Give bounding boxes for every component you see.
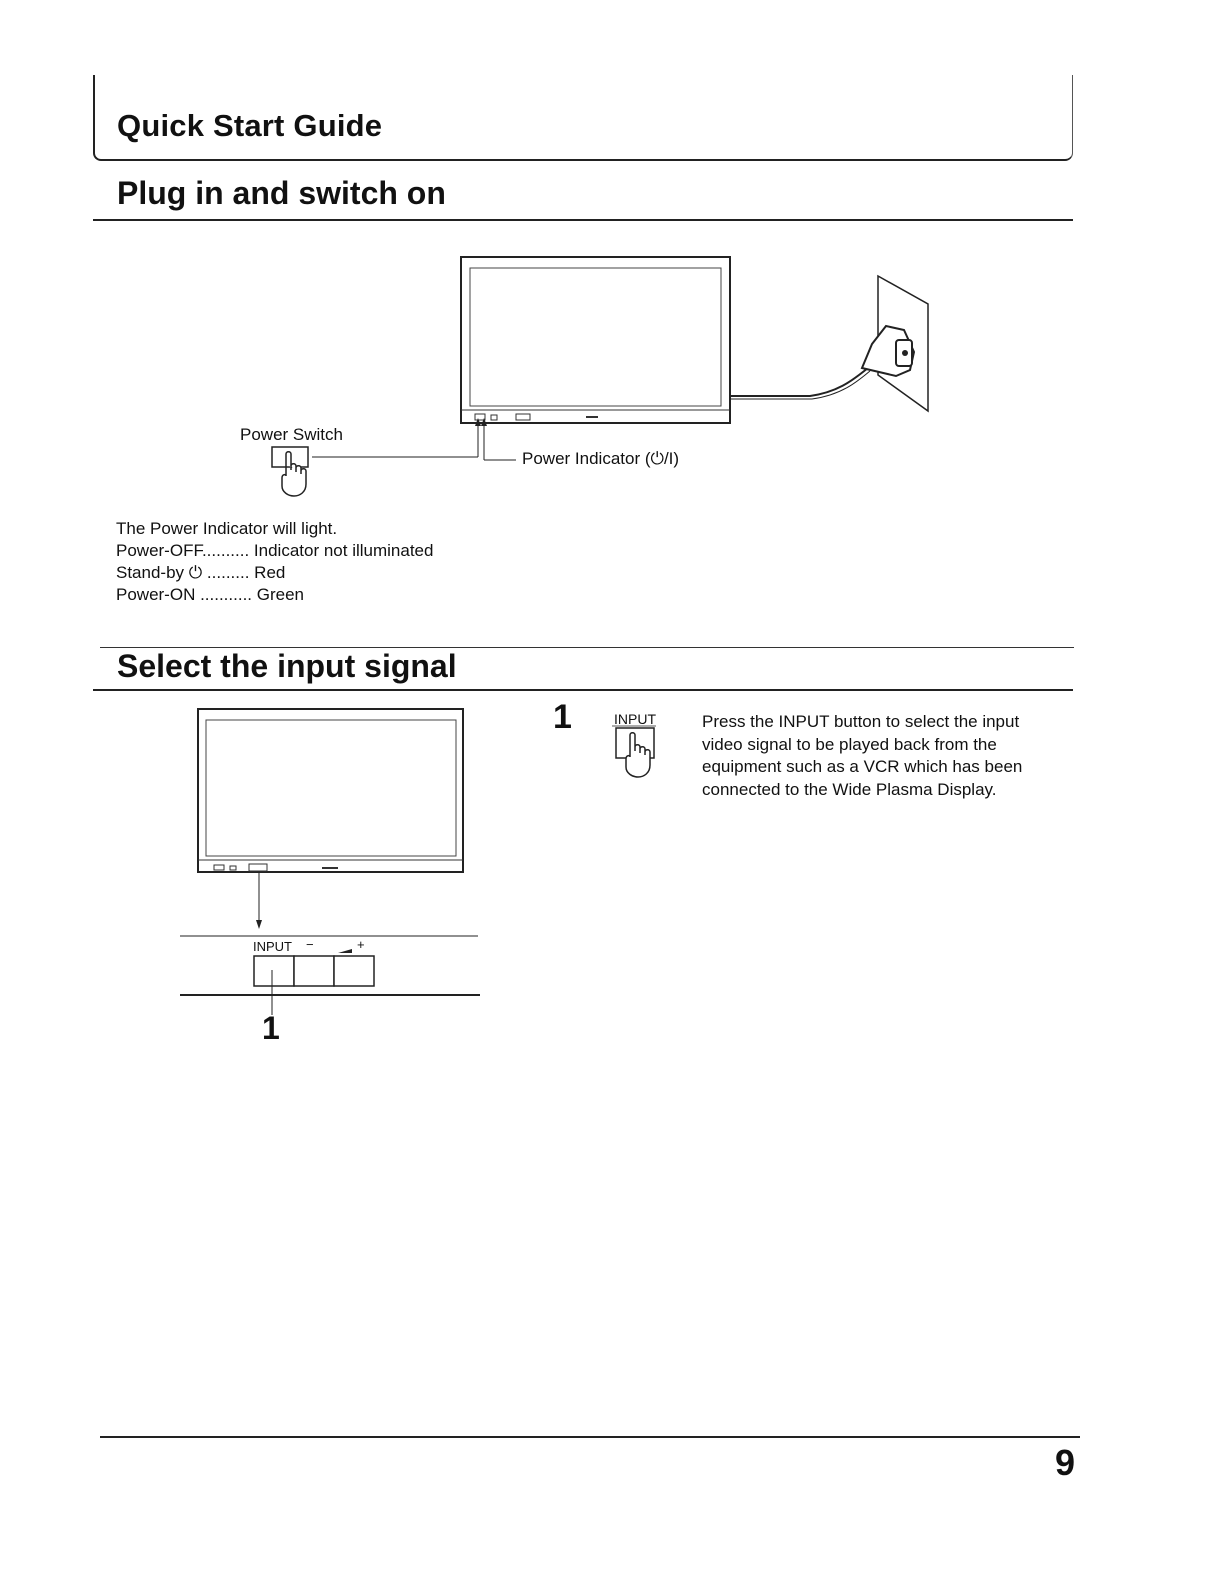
indicator-intro: The Power Indicator will light. bbox=[116, 519, 338, 538]
step-number: 1 bbox=[553, 698, 572, 736]
page-number: 9 bbox=[1055, 1442, 1076, 1483]
panel-minus-label: − bbox=[306, 937, 314, 952]
status-standby: Stand-by ⏻ ......... Red bbox=[116, 563, 286, 582]
power-switch-label: Power Switch bbox=[240, 425, 343, 444]
status-power-off: Power-OFF.......... Indicator not illuminated bbox=[116, 541, 434, 560]
step-description: Press the INPUT button to select the input video signal to be played back from the equipment such as a VCR which has been connected to the Wide Plasma Display. bbox=[702, 712, 1023, 799]
plasma-display-front-illustration bbox=[198, 709, 463, 872]
step-button-label: INPUT bbox=[614, 711, 656, 727]
status-power-on: Power-ON ........... Green bbox=[116, 585, 304, 604]
footer-rule bbox=[100, 1436, 1080, 1438]
power-indicator-label: Power Indicator (⏻/I) bbox=[522, 449, 680, 468]
panel-input-label: INPUT bbox=[253, 939, 292, 954]
callout-number: 1 bbox=[262, 1010, 280, 1046]
section-title-input: Select the input signal bbox=[117, 648, 457, 684]
panel-plus-label: + bbox=[357, 937, 365, 952]
guide-title: Quick Start Guide bbox=[117, 108, 383, 143]
section-title-power: Plug in and switch on bbox=[117, 175, 446, 211]
